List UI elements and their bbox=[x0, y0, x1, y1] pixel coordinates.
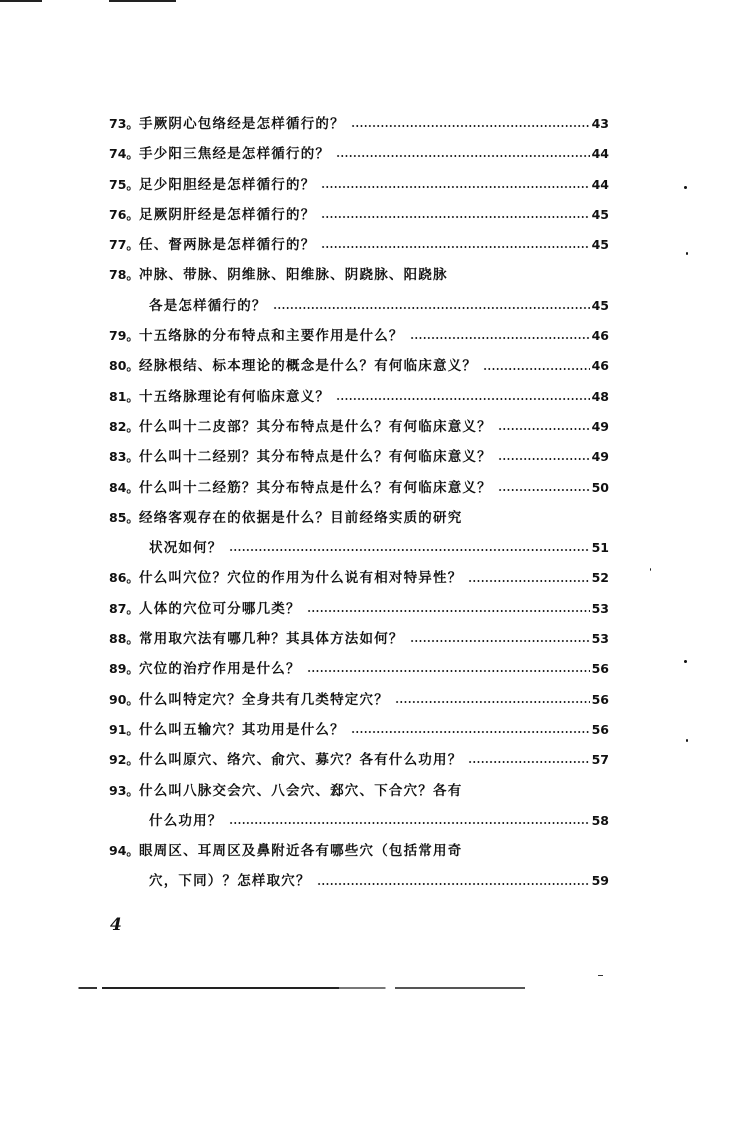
toc-entry-number: 89。 bbox=[109, 661, 139, 677]
toc-page-number: 51 bbox=[591, 540, 609, 556]
toc-entry-number: 93。 bbox=[109, 782, 139, 798]
toc-page-number: 52 bbox=[591, 570, 609, 586]
toc-entry-title: 经脉根结、标本理论的概念是什么？有何临床意义？ bbox=[139, 358, 478, 375]
toc-entry bbox=[109, 382, 609, 412]
toc-entry-title: 什么叫八脉交会穴、八会穴、郄穴、下合穴？各有 bbox=[139, 782, 463, 799]
dot-leader bbox=[307, 610, 590, 612]
scan-speck bbox=[684, 660, 687, 663]
toc-entry-title: 冲脉、带脉、阴维脉、阳维脉、阴跷脉、阳跷脉 bbox=[139, 267, 448, 284]
toc-entry-number: 92。 bbox=[109, 752, 139, 768]
toc-entry bbox=[109, 624, 609, 654]
toc-entry bbox=[109, 685, 609, 715]
dot-leader bbox=[321, 216, 589, 218]
dot-leader bbox=[336, 398, 589, 400]
dot-leader bbox=[336, 155, 589, 157]
scan-tick-mark bbox=[598, 975, 603, 976]
toc-entry-number: 90。 bbox=[109, 691, 139, 707]
dot-leader bbox=[273, 307, 590, 309]
toc-entry-number: 81。 bbox=[109, 388, 139, 404]
toc-entry bbox=[109, 139, 609, 169]
toc-entry bbox=[109, 776, 609, 806]
toc-entry bbox=[109, 654, 609, 684]
toc-entry-number: 76。 bbox=[109, 206, 139, 222]
toc-entry bbox=[109, 563, 609, 593]
toc-entry-title: 穴位的治疗作用是什么？ bbox=[139, 661, 301, 678]
toc-entry-number: 75。 bbox=[109, 176, 139, 192]
toc-entry-number: 80。 bbox=[109, 358, 139, 374]
toc-entry-continuation bbox=[109, 806, 609, 836]
scan-speck bbox=[684, 186, 687, 189]
scan-speck bbox=[686, 739, 688, 742]
toc-page-number: 49 bbox=[591, 449, 609, 465]
toc-entry-continuation bbox=[109, 533, 609, 563]
toc-entry-number: 85。 bbox=[109, 509, 139, 525]
dot-leader bbox=[410, 337, 590, 339]
toc-entry-number: 79。 bbox=[109, 328, 139, 344]
toc-entry bbox=[109, 745, 609, 775]
toc-entry-title: 什么叫原穴、络穴、俞穴、募穴？各有什么功用？ bbox=[139, 752, 463, 769]
toc-entry-title: 状况如何？ bbox=[149, 540, 223, 557]
dot-leader bbox=[395, 701, 590, 703]
toc-page-number: 43 bbox=[591, 116, 609, 131]
dot-leader bbox=[483, 368, 589, 370]
dot-leader bbox=[498, 458, 590, 460]
toc-entry bbox=[109, 321, 609, 351]
toc-entry-title: 手厥阴心包络经是怎样循行的？ bbox=[139, 116, 345, 132]
dot-leader bbox=[307, 670, 590, 672]
toc-page-number: 48 bbox=[591, 388, 609, 404]
toc-entry-number: 94。 bbox=[109, 843, 139, 859]
toc-entry-title: 经络客观存在的依据是什么？目前经络实质的研究 bbox=[139, 509, 463, 526]
toc-page-number: 58 bbox=[591, 812, 609, 828]
toc-entry bbox=[109, 836, 609, 866]
dot-leader bbox=[321, 186, 589, 188]
dot-leader bbox=[468, 761, 589, 763]
scan-bottom-rule bbox=[60, 987, 525, 989]
toc-entry bbox=[109, 109, 609, 139]
toc-entry-number: 77。 bbox=[109, 237, 139, 253]
toc-entry-title: 十五络脉的分布特点和主要作用是什么？ bbox=[139, 328, 404, 345]
toc-page-number: 46 bbox=[591, 328, 609, 344]
scan-edge-mark-left bbox=[0, 0, 42, 2]
page-number: 4 bbox=[110, 915, 122, 935]
scan-speck bbox=[650, 568, 651, 571]
toc-entry-number: 82。 bbox=[109, 418, 139, 434]
toc-entry bbox=[109, 594, 609, 624]
toc-entry-title: 什么功用？ bbox=[149, 812, 223, 829]
toc-entry bbox=[109, 170, 609, 200]
toc-entry bbox=[109, 412, 609, 442]
scan-speck bbox=[686, 252, 688, 255]
toc-page-number: 56 bbox=[591, 691, 609, 707]
toc-entry-title: 什么叫穴位？穴位的作用为什么说有相对特异性？ bbox=[139, 570, 463, 587]
toc-page-number: 53 bbox=[591, 600, 609, 616]
toc-entry-number: 74。 bbox=[109, 146, 139, 162]
toc-entry-title: 各是怎样循行的？ bbox=[149, 297, 267, 314]
toc-page-number: 53 bbox=[591, 631, 609, 647]
toc-entry bbox=[109, 351, 609, 381]
dot-leader bbox=[229, 822, 590, 824]
toc-page-number: 44 bbox=[591, 176, 609, 192]
toc-page-number: 44 bbox=[591, 146, 609, 162]
toc-entry-title: 什么叫五输穴？其功用是什么？ bbox=[139, 721, 345, 738]
dot-leader bbox=[351, 731, 590, 733]
table-of-contents bbox=[109, 109, 609, 897]
toc-entry bbox=[109, 503, 609, 533]
toc-entry-title: 手少阳三焦经是怎样循行的？ bbox=[139, 146, 331, 163]
toc-entry-title: 足少阳胆经是怎样循行的？ bbox=[139, 176, 316, 193]
toc-entry-number: 88。 bbox=[109, 631, 139, 647]
dot-leader bbox=[317, 883, 590, 885]
dot-leader bbox=[410, 640, 590, 642]
toc-entry-number: 84。 bbox=[109, 479, 139, 495]
toc-entry-title: 什么叫十二经筋？其分布特点是什么？有何临床意义？ bbox=[139, 479, 492, 496]
toc-entry-title: 足厥阴肝经是怎样循行的？ bbox=[139, 206, 316, 223]
toc-entry-number: 87。 bbox=[109, 600, 139, 616]
toc-page-number: 56 bbox=[591, 721, 609, 737]
dot-leader bbox=[498, 489, 590, 491]
toc-page-number: 57 bbox=[591, 752, 609, 768]
scan-edge-mark-center bbox=[109, 0, 176, 2]
toc-entry-title: 任、督两脉是怎样循行的？ bbox=[139, 237, 316, 254]
toc-page-number: 45 bbox=[591, 237, 609, 253]
toc-entry-number: 91。 bbox=[109, 721, 139, 737]
toc-page-number: 46 bbox=[591, 358, 609, 374]
toc-entry-number: 86。 bbox=[109, 570, 139, 586]
dot-leader bbox=[321, 246, 589, 248]
toc-page-number: 45 bbox=[591, 297, 609, 313]
toc-entry-title: 常用取穴法有哪几种？其具体方法如何？ bbox=[139, 631, 404, 648]
dot-leader bbox=[498, 428, 590, 430]
toc-entry-title: 人体的穴位可分哪几类？ bbox=[139, 600, 301, 617]
toc-entry-title: 眼周区、耳周区及鼻附近各有哪些穴（包括常用奇 bbox=[139, 843, 463, 860]
dot-leader bbox=[229, 549, 590, 551]
toc-entry bbox=[109, 260, 609, 290]
dot-leader bbox=[351, 125, 590, 127]
dot-leader bbox=[468, 580, 589, 582]
toc-entry-title: 十五络脉理论有何临床意义？ bbox=[139, 388, 331, 405]
toc-entry-title: 什么叫十二经别？其分布特点是什么？有何临床意义？ bbox=[139, 449, 492, 466]
toc-entry-continuation bbox=[109, 866, 609, 896]
toc-page-number: 56 bbox=[591, 661, 609, 677]
toc-entry-title: 什么叫特定穴？全身共有几类特定穴？ bbox=[139, 691, 389, 708]
toc-entry-number: 83。 bbox=[109, 449, 139, 465]
toc-entry bbox=[109, 473, 609, 503]
toc-entry-continuation bbox=[109, 291, 609, 321]
toc-page-number: 45 bbox=[591, 206, 609, 222]
toc-entry bbox=[109, 230, 609, 260]
toc-entry bbox=[109, 442, 609, 472]
toc-entry-title: 穴，下同）？怎样取穴？ bbox=[149, 873, 311, 890]
toc-page-number: 50 bbox=[591, 479, 609, 495]
toc-page-number: 59 bbox=[591, 873, 609, 889]
toc-entry-title: 什么叫十二皮部？其分布特点是什么？有何临床意义？ bbox=[139, 418, 492, 435]
toc-page-number: 49 bbox=[591, 418, 609, 434]
toc-entry-number: 78。 bbox=[109, 267, 139, 283]
toc-entry-number: 73。 bbox=[109, 116, 139, 131]
toc-entry bbox=[109, 715, 609, 745]
toc-entry bbox=[109, 200, 609, 230]
